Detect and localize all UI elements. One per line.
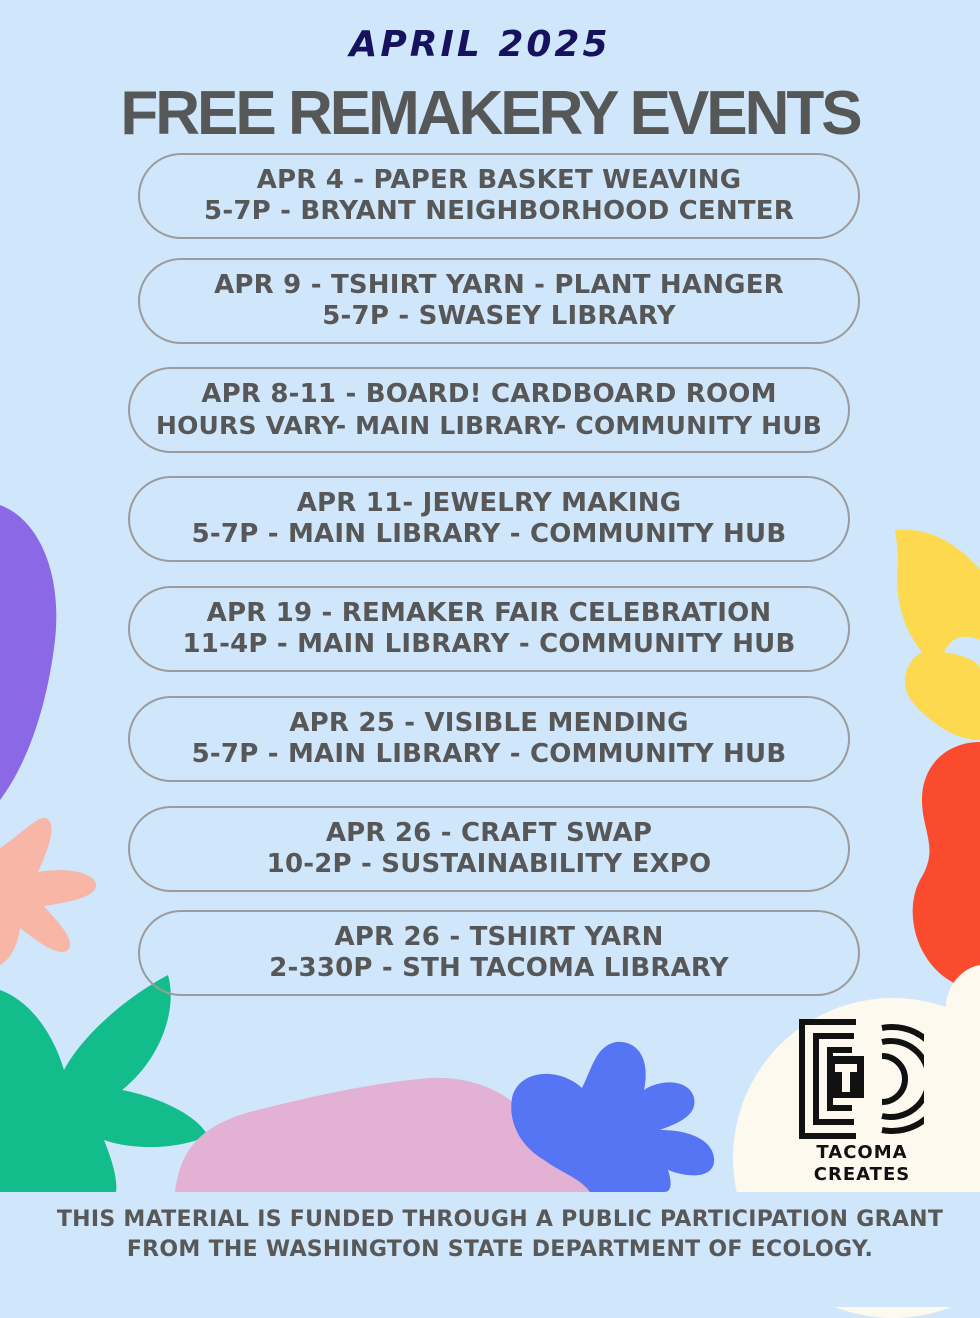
event-details: 5-7P - MAIN LIBRARY - COMMUNITY HUB: [191, 519, 787, 549]
event-card: [138, 258, 860, 344]
footer-line-2: FROM THE WASHINGTON STATE DEPARTMENT OF ECOLOGY.: [126, 1237, 874, 1262]
green-leaf-shape: [0, 975, 208, 1192]
event-details: 11-4P - MAIN LIBRARY - COMMUNITY HUB: [182, 629, 796, 659]
logo-line-1: TACOMA: [816, 1142, 908, 1163]
event-details: 5-7P - MAIN LIBRARY - COMMUNITY HUB: [191, 739, 787, 769]
page-title: FREE REMAKERY EVENTS: [120, 79, 860, 148]
event-title: APR 26 - TSHIRT YARN: [334, 922, 664, 952]
event-title: APR 11- JEWELRY MAKING: [296, 488, 682, 518]
yellow-leaf-shape: [895, 529, 980, 740]
event-details: 10-2P - SUSTAINABILITY EXPO: [266, 849, 712, 879]
event-details: HOURS VARY- MAIN LIBRARY- COMMUNITY HUB: [155, 411, 823, 440]
logo-line-2: CREATES: [813, 1164, 911, 1185]
event-details: 2-330P - STH TACOMA LIBRARY: [269, 953, 729, 983]
event-title: APR 4 - PAPER BASKET WEAVING: [256, 165, 742, 195]
event-card: [128, 696, 850, 782]
red-blob-shape: [913, 742, 980, 990]
funding-disclaimer: [0, 1205, 980, 1265]
pink-flower-shape: [0, 818, 96, 965]
tacoma-creates-logo-icon: [798, 1018, 924, 1140]
footer-line-1: THIS MATERIAL IS FUNDED THROUGH A PUBLIC PARTICIPATION GRANT: [56, 1207, 944, 1232]
event-card: [128, 586, 850, 672]
event-details: 5-7P - BRYANT NEIGHBORHOOD CENTER: [204, 196, 794, 226]
event-title: APR 19 - REMAKER FAIR CELEBRATION: [206, 598, 772, 628]
purple-blob-shape: [0, 505, 56, 800]
month-heading: APRIL 2025: [349, 24, 611, 65]
event-card: [128, 806, 850, 892]
event-title: APR 9 - TSHIRT YARN - PLANT HANGER: [214, 270, 784, 300]
event-details: 5-7P - SWASEY LIBRARY: [322, 301, 676, 331]
event-card: [138, 910, 860, 996]
event-title: APR 8-11 - BOARD! CARDBOARD ROOM: [201, 379, 777, 409]
logo-wordmark: [795, 1142, 929, 1186]
event-title: APR 25 - VISIBLE MENDING: [289, 708, 689, 738]
event-title: APR 26 - CRAFT SWAP: [325, 818, 653, 848]
event-card: [138, 153, 860, 239]
event-card: [128, 476, 850, 562]
event-card: [128, 367, 850, 453]
